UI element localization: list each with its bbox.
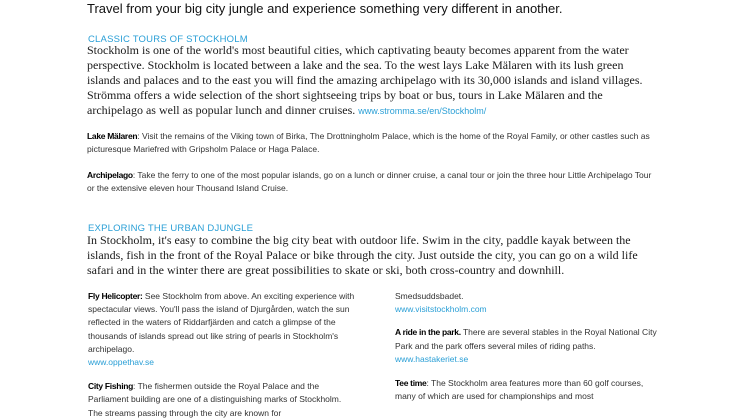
stromma-link[interactable]: www.stromma.se/en/Stockholm/ [358, 106, 487, 116]
hastakeriet-link[interactable]: www.hastakeriet.se [395, 353, 469, 364]
ride-park-text: There are several stables in the Royal National City Park and the park offers several miles of riding paths. [395, 327, 657, 351]
right-column [395, 290, 663, 403]
fly-helicopter-text: See Stockholm from above. An exciting experience with spectacular views. You'll pass the island of Djurgården, watch the sun reflected in the waters of Riddarfjärden and catch a glimpse of the thousands of islands spread out like string of pearls in Stockholm's archipelago. [88, 291, 355, 354]
archipelago-text: : Take the ferry to one of the most popular islands, go on a lunch or dinner cruise, a canal tour or join the three hour Little Archipelago Tour or the extensive eleven hour Thousand Island Cruise. [87, 170, 652, 193]
lake-malaren-paragraph [87, 130, 659, 156]
tee-time-paragraph [395, 377, 663, 403]
section-heading-classic-tours: CLASSIC TOURS OF STOCKHOLM [88, 34, 248, 45]
city-fishing-paragraph [88, 380, 356, 420]
smedsudd-text: Smedsuddsbadet. [395, 291, 464, 301]
ride-park-paragraph [395, 326, 663, 366]
oppethav-link[interactable]: www.oppethav.se [88, 357, 154, 368]
lake-malaren-lead: Lake Mälaren [87, 131, 138, 141]
tee-time-text: : The Stockholm area features more than 60 golf courses, many of which are used for championships and most [395, 378, 644, 402]
section-heading-urban-djungle: EXPLORING THE URBAN DJUNGLE [88, 223, 254, 234]
urban-djungle-body: In Stockholm, it's easy to combine the big city beat with outdoor life. Swim in the city, paddle kayak between the islands, fish in the front of the Royal Palace or bike through the city. Just outside the city, you can go on a wild life safari and in the winter there are great possibilities to skate or ski, both cross-country and downhill. [87, 233, 638, 277]
city-fishing-lead: City Fishing [88, 381, 134, 392]
city-fishing-text: : The fishermen outside the Royal Palace and the Parliament building are one of a distinguishing marks of Stockholm. The streams passing through the city are known for [88, 381, 342, 418]
left-column [88, 290, 356, 420]
lake-malaren-text: : Visit the remains of the Viking town of Birka, The Drottningholm Palace, which is the home of the Royal Family, or other castles such as picturesque Mariefred with Gripsholm Palace or Haga Palace. [87, 131, 650, 154]
classic-tours-body: Stockholm is one of the world's most beautiful cities, which captivating beauty becomes apparent from the water perspective. Stockholm is located between a lake and the sea. To the west lays Lake Mälaren with its lush green islands and palaces and to the east you will find the amazing archipelago with its 30,000 islands and island villages. Strömma offers a wide selection of the short sightseeing trips by boat or bus, tours in Lake Mälaren and the archipelago as well as popular lunch and dinner cruises. [87, 43, 643, 117]
fly-helicopter-paragraph [88, 290, 356, 369]
archipelago-lead: Archipelago [87, 170, 133, 180]
fly-helicopter-lead: Fly Helicopter: [88, 291, 143, 301]
intro-text: Travel from your big city jungle and experience something very different in another. [87, 1, 563, 16]
classic-tours-paragraph [87, 43, 659, 119]
archipelago-paragraph [87, 169, 659, 195]
tee-time-lead: Tee time [395, 378, 427, 389]
visitstockholm-link[interactable]: www.visitstockholm.com [395, 304, 487, 315]
smedsudd-paragraph [395, 290, 663, 316]
ride-park-lead: A ride in the park. [395, 327, 461, 338]
